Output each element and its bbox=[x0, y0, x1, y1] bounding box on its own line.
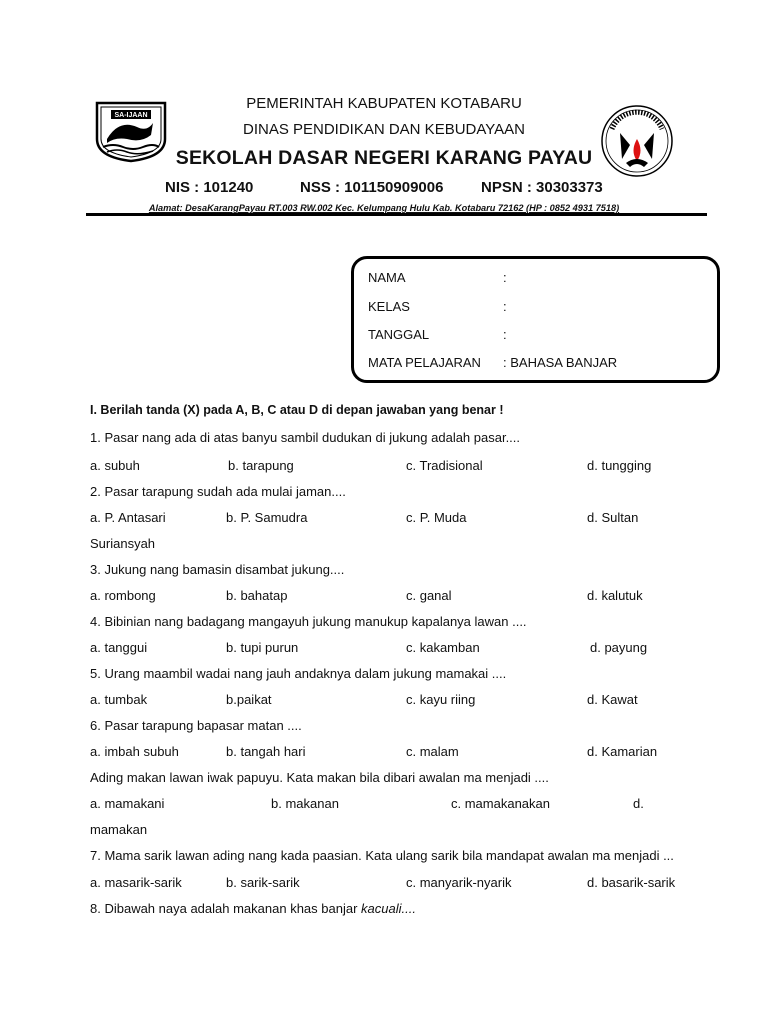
question-8-emphasis: kacuali.... bbox=[361, 901, 416, 916]
question-5-text: 5. Urang maambil wadai nang jauh andaknya dalam jukung mamakai .... bbox=[90, 666, 507, 681]
question-4-text: 4. Bibinian nang badagang mangayuh jukung manukup kapalanya lawan .... bbox=[90, 614, 527, 629]
question-6-option-a[interactable]: a. imbah subuh bbox=[90, 744, 179, 759]
question-8-text bbox=[90, 901, 416, 916]
question-6-option-b[interactable]: b. tangah hari bbox=[226, 744, 306, 759]
question-5-option-a[interactable]: a. tumbak bbox=[90, 692, 148, 707]
question-6-option-d[interactable]: d. Kamarian bbox=[587, 744, 658, 759]
question-8-stem: 8. Dibawah naya adalah makanan khas banjar bbox=[90, 901, 362, 916]
kelas-label: KELAS bbox=[368, 299, 410, 314]
question-1-option-a[interactable]: a. subuh bbox=[90, 458, 140, 473]
question-2-option-c[interactable]: c. P. Muda bbox=[406, 510, 467, 525]
question-2-option-a[interactable]: a. P. Antasari bbox=[90, 510, 166, 525]
question-3-text: 3. Jukung nang bamasin disambat jukung.... bbox=[90, 562, 345, 577]
question-2-text: 2. Pasar tarapung sudah ada mulai jaman.... bbox=[90, 484, 346, 499]
logo-banner-text: SA-IJAAN bbox=[114, 112, 148, 119]
question-unnumbered-text: Ading makan lawan iwak papuyu. Kata makan bila dibari awalan ma menjadi .... bbox=[90, 770, 549, 785]
question-unnumbered-option-a[interactable]: a. mamakani bbox=[90, 796, 165, 811]
question-7-text: 7. Mama sarik lawan ading nang kada paasian. Kata ulang sarik bila mandapat awalan ma menjadi ... bbox=[90, 848, 674, 863]
nis-number: NIS : 101240 bbox=[165, 179, 254, 196]
nama-field[interactable]: : bbox=[503, 270, 507, 285]
mata-pelajaran-label: MATA PELAJARAN bbox=[368, 355, 481, 370]
question-4-option-c[interactable]: c. kakamban bbox=[406, 640, 480, 655]
npsn-number: NPSN : 30303373 bbox=[481, 179, 603, 196]
question-3-option-a[interactable]: a. rombong bbox=[90, 588, 156, 603]
question-4-option-a[interactable]: a. tanggui bbox=[90, 640, 148, 655]
question-unnumbered-option-d[interactable]: d. bbox=[633, 796, 644, 811]
question-1-option-c[interactable]: c. Tradisional bbox=[406, 458, 483, 473]
school-address: Alamat: DesaKarangPayau RT.003 RW.002 Kec. Kelumpang Hulu Kab. Kotabaru 72162 (HP : 0852 4931 7518) bbox=[148, 203, 620, 213]
question-unnumbered-option-b[interactable]: b. makanan bbox=[271, 796, 339, 811]
question-7-option-d[interactable]: d. basarik-sarik bbox=[587, 875, 676, 890]
question-5-option-d[interactable]: d. Kawat bbox=[587, 692, 638, 707]
header-divider bbox=[86, 213, 707, 216]
nss-number: NSS : 101150909006 bbox=[300, 179, 444, 196]
question-5-option-c[interactable]: c. kayu riing bbox=[406, 692, 476, 707]
question-7-option-c[interactable]: c. manyarik-nyarik bbox=[406, 875, 512, 890]
question-7-option-b[interactable]: b. sarik-sarik bbox=[226, 875, 300, 890]
question-3-option-c[interactable]: c. ganal bbox=[406, 588, 452, 603]
section-instruction: I. Berilah tanda (X) pada A, B, C atau D di depan jawaban yang benar ! bbox=[90, 403, 504, 417]
tanggal-field[interactable]: : bbox=[503, 327, 507, 342]
question-4-option-b[interactable]: b. tupi purun bbox=[226, 640, 299, 655]
question-6-text: 6. Pasar tarapung bapasar matan .... bbox=[90, 718, 302, 733]
government-heading: PEMERINTAH KABUPATEN KOTABARU bbox=[246, 95, 522, 112]
question-3-option-d[interactable]: d. kalutuk bbox=[587, 588, 643, 603]
question-4-option-d[interactable]: d. payung bbox=[590, 640, 648, 655]
question-1-option-d[interactable]: d. tungging bbox=[587, 458, 652, 473]
question-7-option-a[interactable]: a. masarik-sarik bbox=[90, 875, 182, 890]
question-1-text: 1. Pasar nang ada di atas banyu sambil dudukan di jukung adalah pasar.... bbox=[90, 430, 521, 445]
question-1-option-b[interactable]: b. tarapung bbox=[228, 458, 294, 473]
question-unnumbered-option-d-continuation: mamakan bbox=[90, 822, 148, 837]
nama-label: NAMA bbox=[368, 270, 406, 285]
department-heading: DINAS PENDIDIKAN DAN KEBUDAYAAN bbox=[242, 121, 525, 138]
school-name-heading: SEKOLAH DASAR NEGERI KARANG PAYAU bbox=[175, 147, 593, 169]
question-3-option-b[interactable]: b. bahatap bbox=[226, 588, 288, 603]
question-unnumbered-option-c[interactable]: c. mamakanakan bbox=[451, 796, 550, 811]
question-2-option-b[interactable]: b. P. Samudra bbox=[226, 510, 308, 525]
question-2-option-d[interactable]: d. Sultan bbox=[587, 510, 639, 525]
question-2-option-d-continuation: Suriansyah bbox=[90, 536, 156, 551]
kelas-field[interactable]: : bbox=[503, 299, 507, 314]
question-6-option-c[interactable]: c. malam bbox=[406, 744, 459, 759]
question-5-option-b[interactable]: b.paikat bbox=[226, 692, 272, 707]
tanggal-label: TANGGAL bbox=[368, 327, 430, 342]
mata-pelajaran-value: : BAHASA BANJAR bbox=[503, 355, 618, 370]
